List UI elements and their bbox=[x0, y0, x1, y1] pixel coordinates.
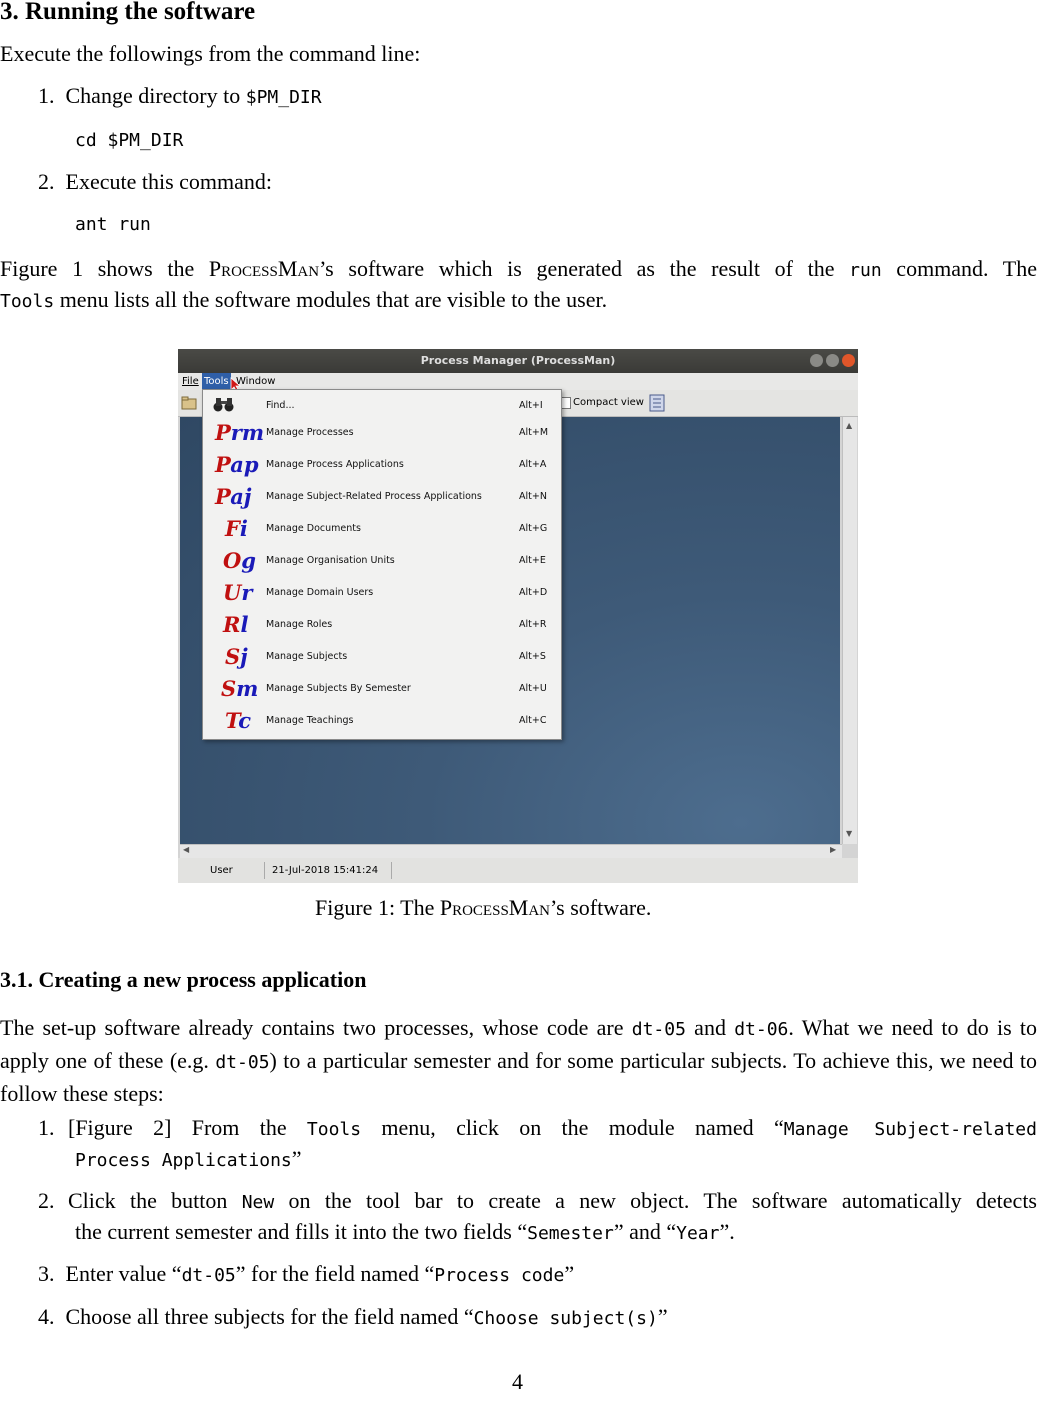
text-run: ” bbox=[291, 1146, 302, 1171]
menu-item-manage-subjects[interactable] bbox=[203, 641, 561, 673]
fi-icon: Fi bbox=[225, 516, 248, 541]
page-number: 4 bbox=[512, 1369, 523, 1394]
menu-item-manage-teachings[interactable] bbox=[203, 705, 561, 737]
scroll-up-icon[interactable]: ▲ bbox=[846, 421, 853, 430]
list-view-icon[interactable] bbox=[649, 394, 665, 412]
step-2 bbox=[38, 168, 272, 196]
section-heading: 3. Running the software bbox=[0, 0, 256, 25]
text-run: ’s software which is generated as the result of the bbox=[319, 256, 850, 281]
text-run: Figure 1 shows the bbox=[0, 256, 209, 281]
inline-code: Choose subject(s) bbox=[473, 1308, 658, 1329]
text-run: Enter value “ bbox=[65, 1261, 182, 1286]
menu-item-label: Manage Subject-Related Process Applications bbox=[266, 491, 482, 502]
tools-dropdown-menu bbox=[202, 389, 562, 740]
inline-code: dt-05 bbox=[631, 1019, 686, 1040]
menu-item-manage-process-applications[interactable] bbox=[203, 449, 561, 481]
close-icon[interactable] bbox=[842, 354, 855, 367]
inline-code: dt-05 bbox=[181, 1265, 236, 1286]
window-title: Process Manager (ProcessMan) bbox=[420, 354, 616, 367]
product-name: ProcessMan bbox=[439, 895, 551, 920]
inline-code: New bbox=[241, 1192, 275, 1213]
inline-code: Semester bbox=[527, 1223, 614, 1244]
text-run: command. The bbox=[881, 256, 1037, 281]
menu-item-label: Manage Teachings bbox=[266, 715, 354, 726]
menu-item-shortcut: Alt+C bbox=[519, 715, 547, 726]
figure-caption bbox=[315, 894, 651, 922]
inline-code: Process Applications bbox=[75, 1150, 292, 1171]
menu-item-shortcut: Alt+M bbox=[519, 427, 549, 438]
text-run: . What we need to do is to apply one of these (e.g. bbox=[0, 1015, 1037, 1073]
code-block: ant run bbox=[75, 214, 151, 235]
code-block: cd $PM_DIR bbox=[75, 130, 184, 151]
vertical-scrollbar[interactable] bbox=[842, 417, 857, 844]
inline-code: $PM_DIR bbox=[245, 87, 322, 108]
menu-item-shortcut: Alt+G bbox=[519, 523, 548, 534]
inline-code: run bbox=[849, 260, 882, 281]
menu-item-label: Manage Process Applications bbox=[266, 459, 404, 470]
menu-file[interactable]: File bbox=[182, 376, 199, 387]
menu-item-manage-subject-related-process-applications[interactable] bbox=[203, 481, 561, 513]
menu-item-label: Manage Organisation Units bbox=[266, 555, 395, 566]
text-run: the current semester and fills it into the two fields “ bbox=[75, 1219, 528, 1244]
menu-item-manage-subjects-by-semester[interactable] bbox=[203, 673, 561, 705]
text-run: ”. bbox=[719, 1219, 735, 1244]
status-divider bbox=[391, 862, 392, 879]
text-run: on the tool bar to create a new object. The software automatically detects bbox=[274, 1188, 1037, 1213]
menu-item-manage-documents[interactable] bbox=[203, 513, 561, 545]
statusbar bbox=[178, 858, 858, 883]
step-number: 2. bbox=[38, 169, 55, 194]
menu-item-manage-processes[interactable] bbox=[203, 417, 561, 449]
menu-item-label: Manage Subjects By Semester bbox=[266, 683, 411, 694]
menu-item-shortcut: Alt+I bbox=[519, 400, 543, 411]
paragraph bbox=[0, 1012, 1037, 1109]
open-folder-icon[interactable] bbox=[181, 396, 197, 410]
text-run: ” for the field named “ bbox=[235, 1261, 435, 1286]
menu-item-shortcut: Alt+U bbox=[519, 683, 547, 694]
text-run: menu, click on the module named “ bbox=[361, 1115, 784, 1140]
step-number: 4. bbox=[38, 1304, 55, 1329]
prm-icon: Prm bbox=[215, 420, 265, 445]
step-3 bbox=[38, 1260, 574, 1290]
text-run: The set-up software already contains two processes, whose code are bbox=[0, 1015, 632, 1040]
inline-code: Tools bbox=[0, 291, 55, 312]
inline-code: Year bbox=[676, 1223, 720, 1244]
step-1 bbox=[38, 82, 322, 112]
menu-item-shortcut: Alt+E bbox=[519, 555, 546, 566]
step-line bbox=[68, 1187, 1037, 1217]
menu-item-label: Manage Roles bbox=[266, 619, 333, 630]
status-user: User bbox=[210, 865, 233, 876]
maximize-icon[interactable] bbox=[826, 354, 839, 367]
step-4 bbox=[38, 1303, 668, 1333]
subsection-heading: 3.1. Creating a new process application bbox=[0, 967, 367, 992]
step-text: Execute this command: bbox=[65, 169, 272, 194]
menu-item-shortcut: Alt+A bbox=[519, 459, 547, 470]
ur-icon: Ur bbox=[223, 580, 253, 605]
step-text: Change directory to bbox=[65, 83, 246, 108]
menu-item-label: Manage Domain Users bbox=[266, 587, 374, 598]
inline-code: dt-05 bbox=[215, 1052, 270, 1073]
menu-item-shortcut: Alt+S bbox=[519, 651, 546, 662]
menu-tools[interactable]: Tools bbox=[202, 373, 231, 390]
app-screenshot bbox=[178, 349, 858, 883]
intro-text: Execute the followings from the command line: bbox=[0, 41, 421, 66]
sm-icon: Sm bbox=[221, 676, 259, 701]
text-run: ” bbox=[657, 1304, 668, 1329]
menu-item-label: Find... bbox=[266, 400, 295, 411]
inline-code: Manage Subject-related bbox=[783, 1119, 1037, 1140]
minimize-icon[interactable] bbox=[810, 354, 823, 367]
step-number: 2. bbox=[38, 1188, 55, 1213]
text-run: ’s software. bbox=[550, 895, 652, 920]
text-run: Click the button bbox=[68, 1188, 242, 1213]
paj-icon: Paj bbox=[215, 484, 252, 509]
menu-item-label: Manage Subjects bbox=[266, 651, 348, 662]
menu-item-label: Manage Processes bbox=[266, 427, 354, 438]
step-number: 3. bbox=[38, 1261, 55, 1286]
text-run: [Figure 2] From the bbox=[68, 1115, 307, 1140]
rl-icon: Rl bbox=[223, 612, 249, 637]
og-icon: Og bbox=[223, 548, 256, 573]
scroll-right-icon[interactable]: ▶ bbox=[830, 845, 837, 854]
menu-item-shortcut: Alt+R bbox=[519, 619, 547, 630]
text-run: ) to a particular semester and for some particular subjects. To achieve this, we need to follow these steps: bbox=[0, 1048, 1037, 1106]
menu-item-shortcut: Alt+N bbox=[519, 491, 547, 502]
step-line bbox=[68, 1114, 1037, 1144]
status-timestamp: 21-Jul-2018 15:41:24 bbox=[272, 865, 379, 876]
menu-item-manage-organisation-units[interactable] bbox=[203, 545, 561, 577]
menu-item-label: Manage Documents bbox=[266, 523, 361, 534]
paragraph-line bbox=[0, 286, 607, 316]
pap-icon: Pap bbox=[215, 452, 259, 477]
paragraph-line bbox=[0, 255, 1037, 285]
menubar bbox=[178, 373, 858, 390]
text-run: Figure 1: The bbox=[315, 895, 440, 920]
status-divider bbox=[264, 862, 265, 879]
text-run: menu lists all the software modules that are visible to the user. bbox=[54, 287, 608, 312]
scroll-left-icon[interactable]: ◀ bbox=[183, 845, 190, 854]
product-name: ProcessMan bbox=[208, 256, 320, 281]
step-line bbox=[75, 1145, 302, 1175]
text-run: ” and “ bbox=[613, 1219, 677, 1244]
menu-item-manage-domain-users[interactable] bbox=[203, 577, 561, 609]
tc-icon: Tc bbox=[225, 708, 252, 733]
text-run: and bbox=[685, 1015, 735, 1040]
menu-window[interactable]: Window bbox=[236, 376, 276, 387]
menu-item-manage-roles[interactable] bbox=[203, 609, 561, 641]
compact-view-label: Compact view bbox=[573, 397, 644, 408]
scroll-down-icon[interactable]: ▼ bbox=[846, 829, 853, 838]
binoculars-icon bbox=[213, 397, 235, 413]
sj-icon: Sj bbox=[225, 644, 248, 669]
step-line bbox=[75, 1218, 735, 1248]
window-titlebar bbox=[178, 349, 858, 373]
inline-code: Tools bbox=[306, 1119, 362, 1140]
text-run: Choose all three subjects for the field named “ bbox=[65, 1304, 474, 1329]
menu-item-shortcut: Alt+D bbox=[519, 587, 548, 598]
text-run: ” bbox=[564, 1261, 575, 1286]
step-number: 1. bbox=[38, 83, 55, 108]
horizontal-scrollbar[interactable] bbox=[180, 844, 842, 858]
inline-code: Process code bbox=[434, 1265, 565, 1286]
step-number: 1. bbox=[38, 1115, 55, 1140]
inline-code: dt-06 bbox=[734, 1019, 789, 1040]
